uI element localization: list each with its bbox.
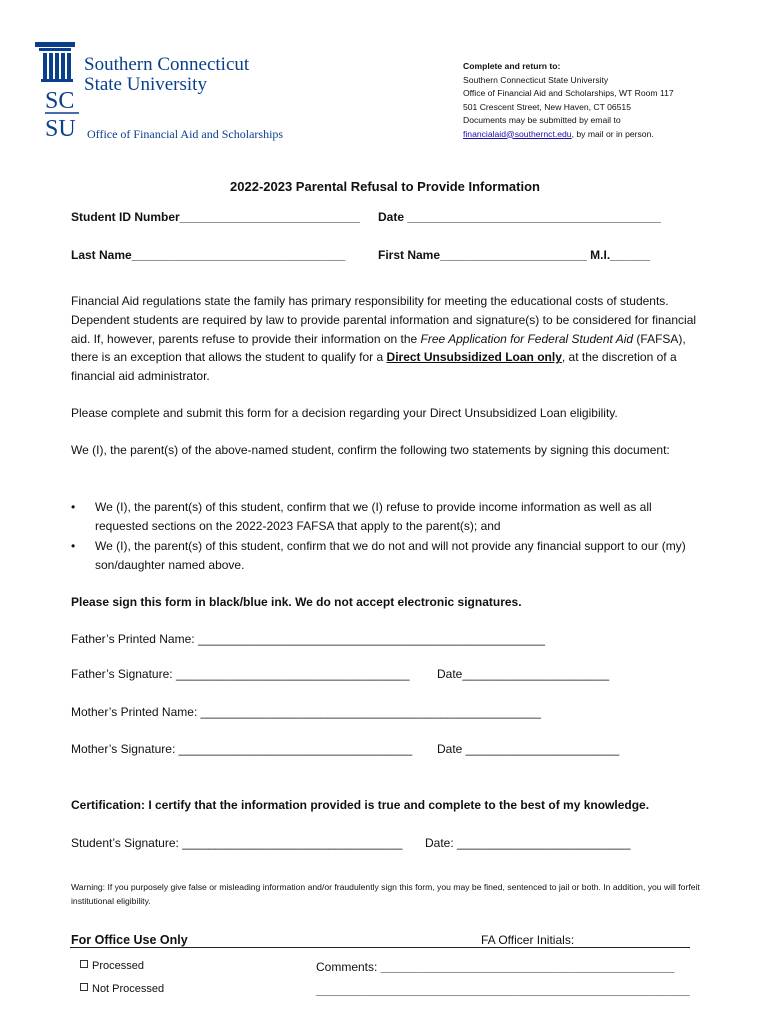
student-signature-field[interactable]: Student’s Signature: _________________________________ [71,836,403,850]
form-title: 2022-2023 Parental Refusal to Provide Information [230,179,540,194]
comments-label: Comments: [316,960,381,974]
email-link[interactable]: financialaid@southernct.edu [463,128,572,139]
mother-date-field[interactable]: Date _______________________ [437,742,620,756]
instruction-paragraph: Please complete and submit this form for a decision regarding your Direct Unsubsidized Loan eligibility. [71,406,618,420]
certification-statement: Certification: I certify that the information provided is true and complete to the best of my knowledge. [71,798,650,812]
direct-loan-emphasis: Direct Unsubsidized Loan only [386,350,562,365]
mother-signature-field[interactable]: Mother’s Signature: ___________________________________ [71,742,413,756]
comments-field[interactable] [316,960,674,974]
student-date-field[interactable]: Date: __________________________ [425,836,631,850]
bullet-icon: • [71,539,76,553]
student-id-field[interactable]: Student ID Number___________________________ [71,210,360,224]
father-date-field[interactable]: Date______________________ [437,667,610,681]
email-suffix: , by mail or in person. [571,128,654,139]
checkbox-icon [80,983,88,991]
contact-line: 501 Crescent Street, New Haven, CT 06515 [463,101,631,112]
contact-block [463,60,674,141]
last-name-field[interactable]: Last Name________________________________ [71,248,346,262]
contact-line: Documents may be submitted by email to [463,115,621,125]
father-signature-field[interactable]: Father’s Signature: ___________________________________ [71,667,410,681]
first-name-field[interactable]: First Name______________________ M.I.______ [378,248,651,262]
statement-text: We (I), the parent(s) of this student, confirm that we (I) refuse to provide income information as well as all requested sections on the 2022-2023 FAFSA that apply to the parent(s); and [95,500,652,533]
logo-name-line1: Southern Connecticut [84,54,250,75]
bullet-icon: • [71,500,76,514]
logo-monogram-bottom: SU [45,116,76,142]
statement-item [71,498,701,536]
not-processed-checkbox[interactable]: Not Processed [80,983,164,995]
comments-line: ____________________________________________ [380,960,675,974]
processed-checkbox[interactable]: Processed [80,960,144,972]
warning-text: Warning: If you purposely give false or misleading information and/or fraudulently sign this form, you may be fined, sentenced to jail or both. In addition, you will forfeit institutional eligibility. [71,882,700,906]
logo-office-name: Office of Financial Aid and Scholarships [87,127,284,141]
contact-line: Office of Financial Aid and Scholarships, WT Room 117 [463,88,674,98]
date-field[interactable]: Date ______________________________________ [378,210,661,224]
statement-text: We (I), the parent(s) of this student, confirm that we do not and will not provide any financial support to our (my) son/daughter named above. [95,539,686,572]
mother-printed-name-field[interactable]: Mother’s Printed Name: ___________________________________________________ [71,705,541,719]
statement-item [71,537,701,575]
regulations-paragraph: Financial Aid regulations state the family has primary responsibility for meeting the educational costs of students. Dependent students are required by law to provide parental information and signature(s) to be considered for financial aid. If, however, parents refuse to provide their information on the Free Application for Federal Student Aid (FAFSA), there is an exception that allows the student to qualify for a Direct Unsubsidized Loan only, at the discretion of a financial aid administrator. [71,294,697,384]
fa-officer-initials-label: FA Officer Initials: [481,933,575,947]
office-divider [70,947,690,948]
contact-heading: Complete and return to: [463,61,561,71]
checkbox-icon [80,960,88,968]
contact-email-line [463,128,674,142]
logo-monogram-top: SC [45,88,75,114]
logo-name-line2: State University [84,74,207,95]
office-use-heading: For Office Use Only [71,933,188,947]
column-icon [35,42,75,82]
father-printed-name-field[interactable]: Father’s Printed Name: ____________________________________________________ [71,632,545,646]
comments-line-2[interactable]: ________________________________________________________ [316,983,690,997]
contact-line: Southern Connecticut State University [463,74,609,85]
ink-note: Please sign this form in black/blue ink. We do not accept electronic signatures. [71,595,522,609]
fafsa-name: Free Application for Federal Student Aid [420,331,634,346]
confirmation-paragraph: We (I), the parent(s) of the above-named student, confirm the following two statements by signing this document: [71,443,670,457]
